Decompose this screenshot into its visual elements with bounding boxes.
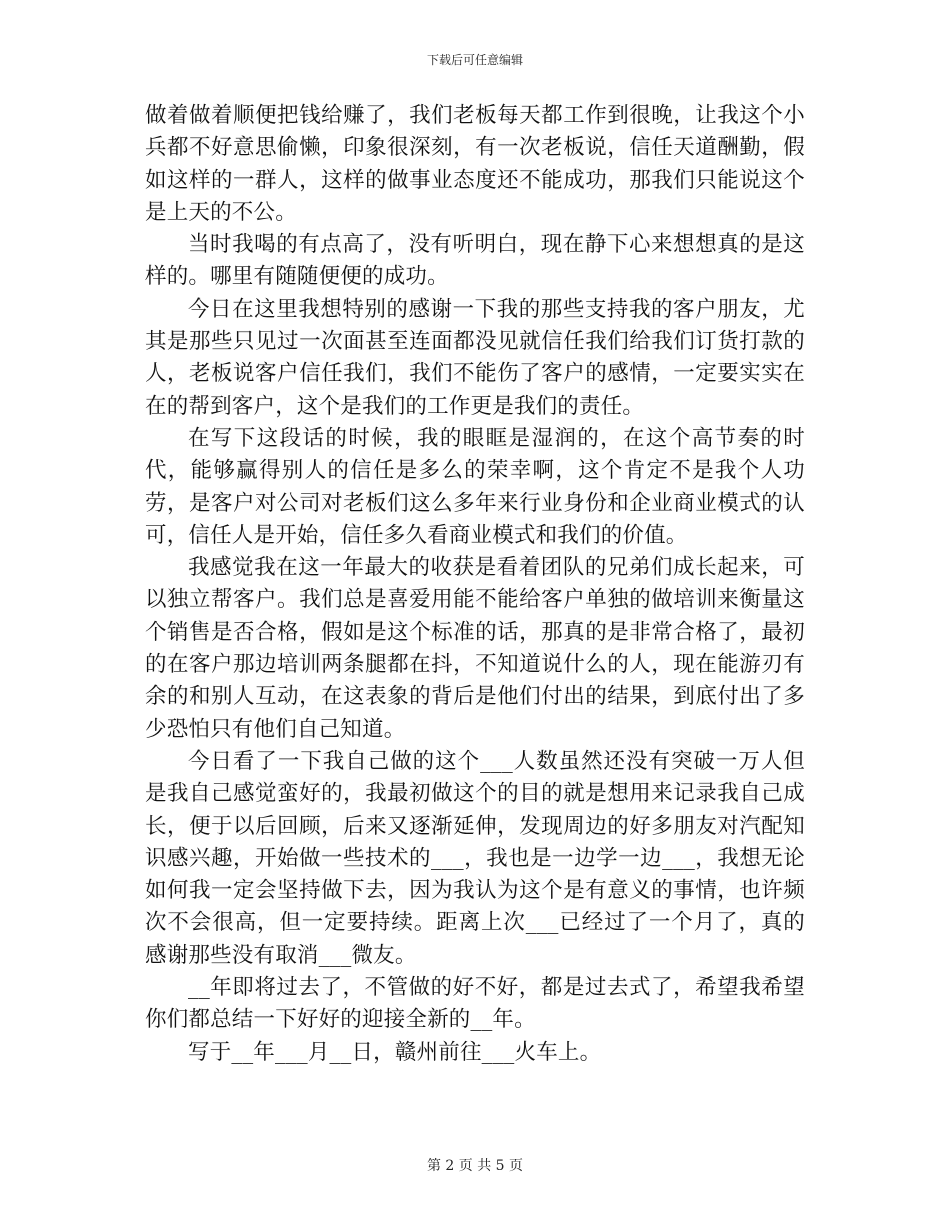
paragraph-1: 做着做着顺便把钱给赚了，我们老板每天都工作到很晚，让我这个小兵都不好意思偷懒，印象很深刻，有一次老板说，信任天道酬勤，假如这样的一群人，这样的做事业态度还不能成功，那我们只能说这个是上天的不公。: [145, 103, 805, 225]
paragraph-3: 今日在这里我想特别的感谢一下我的那些支持我的客户朋友，尤其是那些只见过一次面甚至连面都没见就信任我们给我们订货打款的人，老板说客户信任我们，我们不能伤了客户的感情，一定要实实在在的帮到客户，这个是我们的工作更是我们的责任。: [145, 296, 805, 419]
paragraph-7: __年即将过去了，不管做的好不好，都是过去式了，希望我希望你们都总结一下好好的迎接全新的__年。: [145, 975, 805, 1033]
page-header: 下载后可任意编辑: [426, 53, 523, 67]
page-number-footer: 第 2 页 共 5 页: [426, 1158, 524, 1174]
document-body: [145, 100, 805, 1069]
paragraph-4: 在写下这段话的时候，我的眼眶是湿润的，在这个高节奏的时代，能够赢得别人的信任是多么的荣幸啊，这个肯定不是我个人功劳，是客户对公司对老板们这么多年来行业身份和企业商业模式的认可，信任人是开始，信任多久看商业模式和我们的价值。: [145, 425, 805, 548]
paragraph-2: 当时我喝的有点高了，没有听明白，现在静下心来想想真的是这样的。哪里有随随便便的成功。: [145, 232, 805, 290]
paragraph-5: 我感觉我在这一年最大的收获是看着团队的兄弟们成长起来，可以独立帮客户。我们总是喜爱用能不能给客户单独的做培训来衡量这个销售是否合格，假如是这个标准的话，那真的是非常合格了，最初的在客户那边培训两条腿都在抖，不知道说什么的人，现在能游刃有余的和别人互动，在这表象的背后是他们付出的结果，到底付出了多少恐怕只有他们自己知道。: [145, 555, 805, 742]
paragraph-8: 写于__年___月__日，赣州前往___火车上。: [188, 1039, 602, 1065]
paragraph-6: 今日看了一下我自己做的这个___人数虽然还没有突破一万人但是我自己感觉蛮好的，我最初做这个的目的就是想用来记录我自己成长，便于以后回顾，后来又逐渐延伸，发现周边的好多朋友对汽配知识感兴趣，开始做一些技术的___，我也是一边学一边___，我想无论如何我一定会坚持做下去，因为我认为这个是有意义的事情，也许频次不会很高，但一定要持续。距离上次___已经过了一个月了，真的感谢那些没有取消___微友。: [145, 748, 805, 968]
